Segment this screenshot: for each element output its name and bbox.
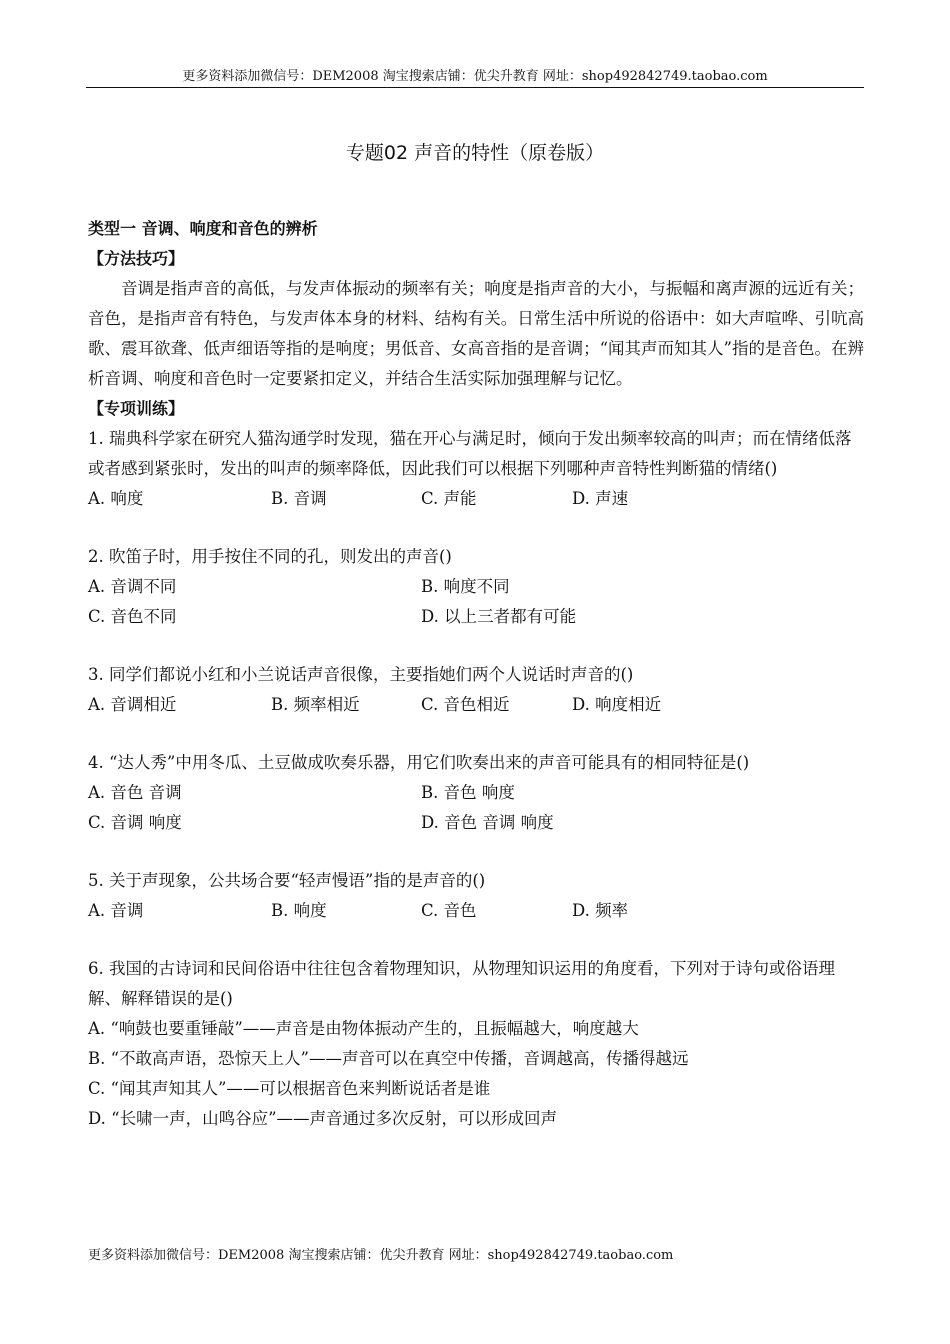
option-b: B. 频率相近 [271,695,360,714]
option-c: C. 音色不同 [88,607,177,626]
question-1-stem: 1. 瑞典科学家在研究人猫沟通学时发现，猫在开心与满足时，倾向于发出频率较高的叫声；而在情绪低落或者感到紧张时，发出的叫声的频率降低，因此我们可以根据下列哪种声音特性判断猫的情绪() [88,429,852,478]
option-b: B. 响度 [271,901,327,920]
question-4-options-row1 [88,778,864,808]
question-3-options [88,690,864,720]
option-d: D. 频率 [572,901,629,920]
option-c: C. “闻其声知其人”——可以根据音色来判断说话者是谁 [88,1079,491,1098]
option-c: C. 声能 [421,489,477,508]
option-b: B. “不敢高声语，恐惊天上人”——声音可以在真空中传播，音调越高，传播得越远 [88,1049,689,1068]
option-d: D. 声速 [572,489,629,508]
option-c: C. 音色 [421,901,477,920]
header-divider [86,87,864,88]
method-paragraph: 音调是指声音的高低，与发声体振动的频率有关；响度是指声音的大小，与振幅和离声源的远近有关；音色，是指声音有特色，与发声体本身的材料、结构有关。日常生活中所说的俗语中：如大声喧哗、引吭高歌、震耳欲聋、低声细语等指的是响度；男低音、女高音指的是音调；“闻其声而知其人”指的是音色。在辨析音调、响度和音色时一定要紧扣定义，并结合生活实际加强理解与记忆。 [88,279,864,388]
option-d: D. “长啸一声，山鸣谷应”——声音通过多次反射，可以形成回声 [88,1109,558,1128]
option-d: D. 以上三者都有可能 [421,607,577,626]
option-b: B. 音调 [271,489,327,508]
question-5-stem: 5. 关于声现象，公共场合要“轻声慢语”指的是声音的() [88,871,486,890]
option-b: B. 响度不同 [421,577,510,596]
page-header: 更多资料添加微信号：DEM2008 淘宝搜索店铺：优尖升教育 网址：shop492842749.taobao.com [182,69,768,84]
document-body [88,214,864,1134]
option-a: A. “响鼓也要重锤敲”——声音是由物体振动产生的，且振幅越大，响度越大 [88,1019,639,1038]
page-footer: 更多资料添加微信号：DEM2008 淘宝搜索店铺：优尖升教育 网址：shop492842749.taobao.com [88,1248,674,1263]
option-b: B. 音色 响度 [421,783,515,802]
option-a: A. 响度 [88,489,144,508]
type-heading: 类型一 音调、响度和音色的辨析 [88,219,318,238]
method-heading: 【方法技巧】 [88,249,185,268]
question-4-options-row2 [88,808,864,838]
question-3-stem: 3. 同学们都说小红和小兰说话声音很像，主要指她们两个人说话时声音的() [88,665,634,684]
option-a: A. 音调不同 [88,577,177,596]
page-title: 专题02 声音的特性（原卷版） [345,142,605,164]
option-c: C. 音调 响度 [88,813,182,832]
option-a: A. 音调相近 [88,695,177,714]
question-2-stem: 2. 吹笛子时，用手按住不同的孔，则发出的声音() [88,547,452,566]
option-a: A. 音调 [88,901,144,920]
question-6-stem: 6. 我国的古诗词和民间俗语中往往包含着物理知识，从物理知识运用的角度看，下列对于诗句或俗语理解、解释错误的是() [88,959,835,1008]
option-d: D. 响度相近 [572,695,662,714]
question-4-stem: 4. “达人秀”中用冬瓜、土豆做成吹奏乐器，用它们吹奏出来的声音可能具有的相同特征是() [88,753,750,772]
option-a: A. 音色 音调 [88,783,182,802]
option-d: D. 音色 音调 响度 [421,813,554,832]
question-1-options [88,484,864,514]
question-2-options-row2 [88,602,864,632]
question-2-options-row1 [88,572,864,602]
training-heading: 【专项训练】 [88,399,185,418]
question-5-options [88,896,864,926]
option-c: C. 音色相近 [421,695,510,714]
